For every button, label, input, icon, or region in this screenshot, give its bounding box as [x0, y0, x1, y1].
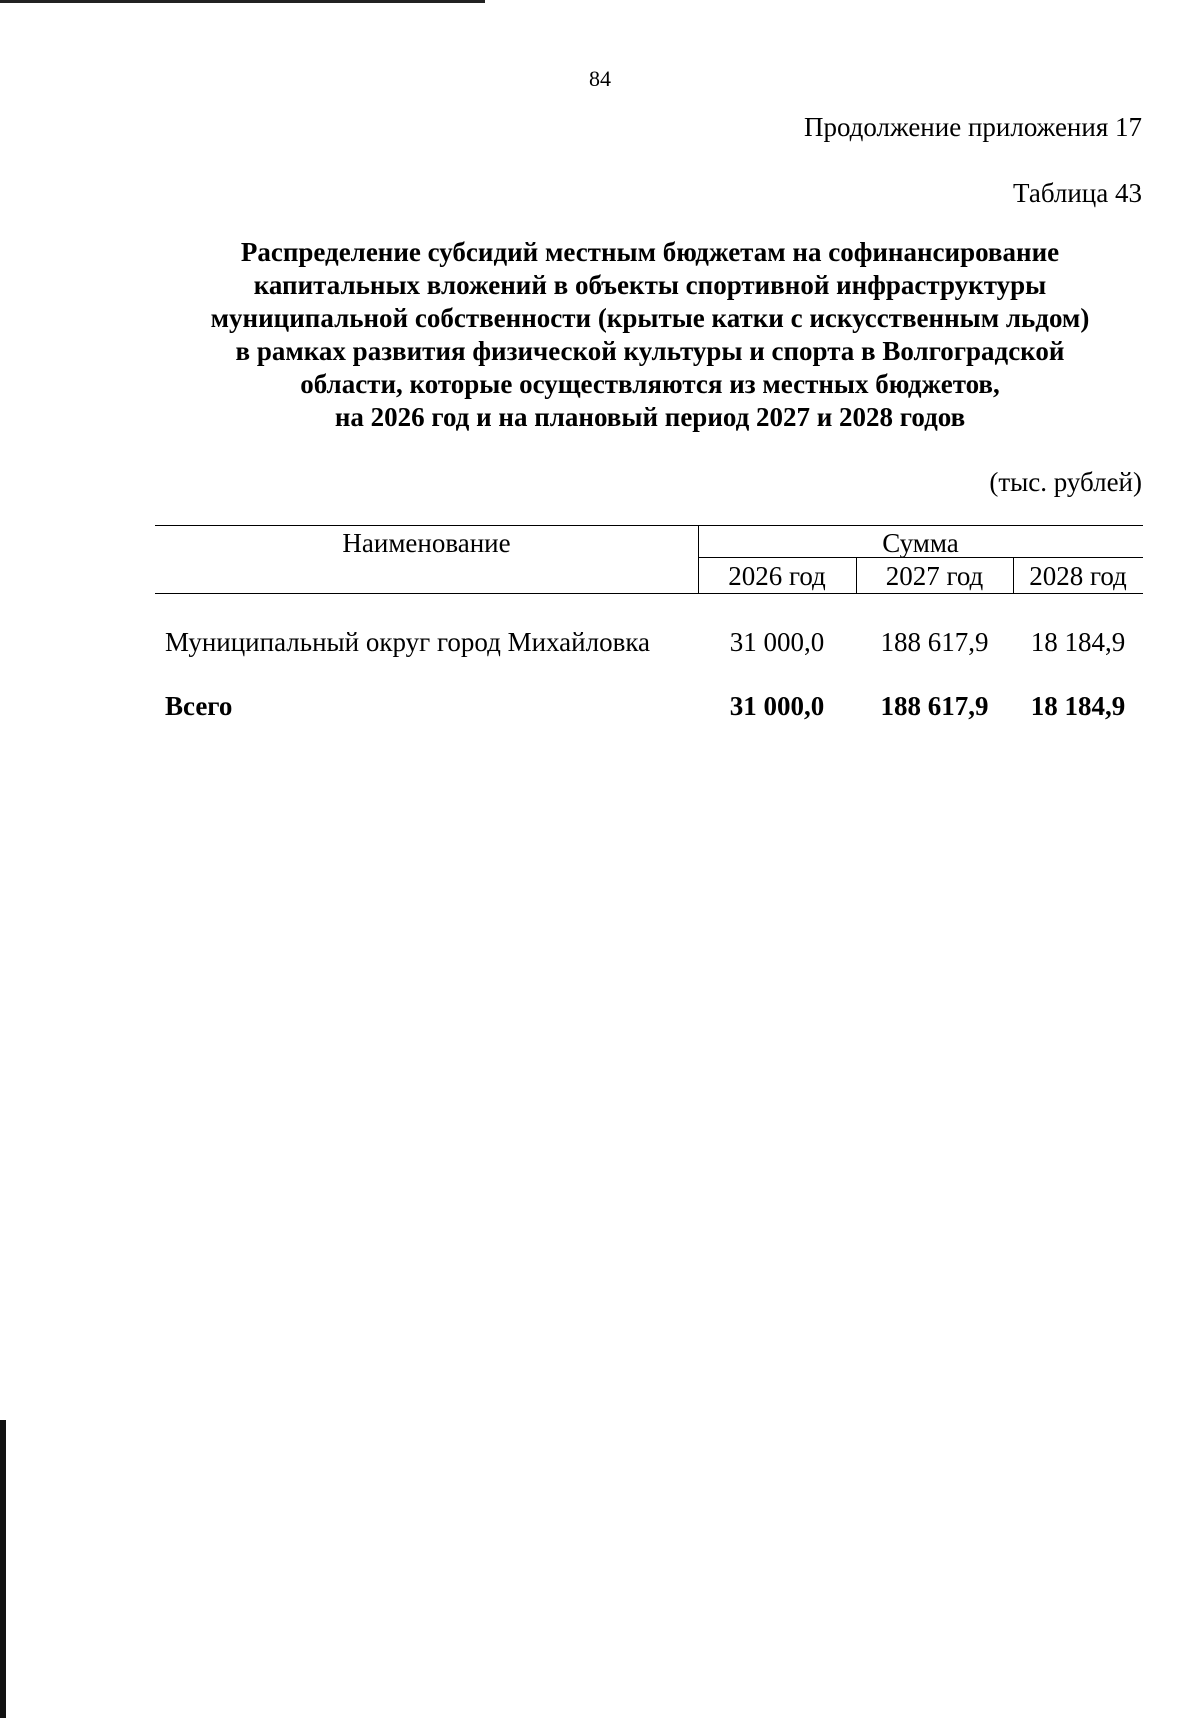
total-value-2028: 18 184,9 — [1030, 691, 1126, 721]
scan-artifact-left-edge — [0, 1420, 6, 1718]
title-line: муниципальной собственности (крытые катки с искусственным льдом) — [210, 303, 1090, 333]
row-value-2027: 188 617,9 — [880, 627, 989, 657]
header-bottom-rule — [155, 593, 1143, 594]
document-title — [150, 236, 1150, 434]
title-line: на 2026 год и на плановый период 2027 и 2028 годов — [334, 402, 966, 432]
total-value-2026: 31 000,0 — [729, 691, 825, 721]
table-top-rule — [155, 525, 1143, 526]
units-label: (тыс. рублей) — [989, 467, 1142, 497]
name-column-header: Наименование — [342, 528, 511, 558]
subsidy-table — [155, 525, 1143, 745]
year-header-2026: 2026 год — [728, 561, 826, 591]
year-header-2028: 2028 год — [1029, 561, 1127, 591]
year-header-2027: 2027 год — [885, 561, 984, 591]
total-label: Всего — [165, 691, 233, 721]
title-line: капитальных вложений в объекты спортивной инфраструктуры — [253, 270, 1047, 300]
sum-column-header: Сумма — [882, 528, 959, 558]
scan-artifact-top — [0, 0, 485, 3]
row-name: Муниципальный округ город Михайловка — [165, 627, 651, 657]
row-value-2028: 18 184,9 — [1030, 627, 1126, 657]
title-line: области, которые осуществляются из местных бюджетов, — [300, 369, 1000, 399]
row-value-2026: 31 000,0 — [729, 627, 825, 657]
total-value-2027: 188 617,9 — [880, 691, 989, 721]
page-number: 84 — [589, 66, 611, 91]
title-line: в рамках развития физической культуры и спорта в Волгоградской — [235, 336, 1065, 366]
title-line: Распределение субсидий местным бюджетам на софинансирование — [240, 237, 1060, 267]
appendix-note: Продолжение приложения 17 — [803, 112, 1142, 142]
table-number: Таблица 43 — [1013, 178, 1142, 208]
